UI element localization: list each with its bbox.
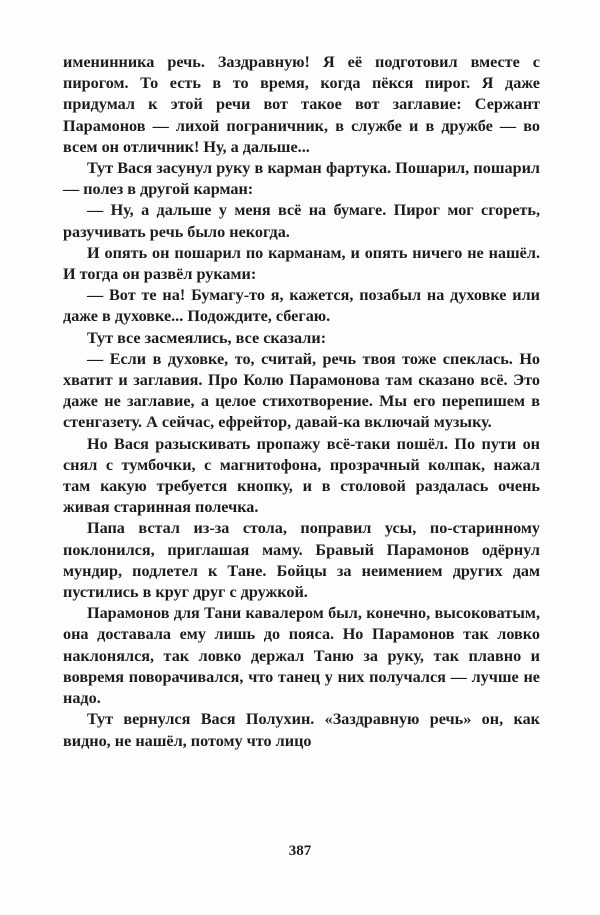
paragraph: — Ну, а дальше у меня всё на бумаге. Пирог мог сгореть, разучивать речь было некогда. [63,201,540,241]
paragraph: именинника речь. Заздравную! Я её подготовил вместе с пирогом. То есть в то время, когда пёкся пирог. Я даже придумал к этой речи вот такое вот заглавие: Сержант Парамонов — лихой пограничник, в службе и в дружбе — во всем он отличник! Ну, а дальше... [63,53,540,156]
paragraph: Парамонов для Тани кавалером был, конечно, высоковатым, она доставала ему лишь до пояса. Но Парамонов так ловко наклонялся, так ловко держал Таню за руку, так плавно и вовремя поворачивался, что танец у них получался — лучше не надо. [63,604,540,708]
paragraph: Но Вася разыскивать пропажу всё-таки пошёл. По пути он снял с тумбочки, с магнитофона, прозрачный колпак, нажал там какую требуется кнопку, и в столовой раздалась очень живая старинная полечка. [63,434,540,517]
paragraph: — Если в духовке, то, считай, речь твоя тоже спеклась. Но хватит и заглавия. Про Колю Парамонова там сказано всё. Это даже не заглавие, а целое стихотворение. Мы его перепишем в стенгазету. А сейчас, ефрейтор, давай-ка включай музыку. [63,349,540,432]
paragraph: Папа встал из-за стола, поправил усы, по-старинному поклонился, приглашая маму. Бравый Парамонов одёрнул мундир, подлетел к Тане. Бойцы за неимением других дам пустились в круг друг с дружкой. [63,519,540,602]
paragraph: — Вот те на! Бумагу-то я, кажется, позабыл на духовке или даже в духовке... Подождите, сбегаю. [63,286,540,326]
paragraph: И опять он пошарил по карманам, и опять ничего не нашёл. И тогда он развёл руками: [63,243,540,284]
paragraph: Тут вернулся Вася Полухин. «Заздравную речь» он, как видно, не нашёл, потому что лицо [63,710,540,750]
paragraph: Тут все засмеялись, все сказали: [87,328,327,347]
paragraph: Тут Вася засунул руку в карман фартука. Пошарил, пошарил — полез в другой карман: [63,159,540,199]
body-text [63,52,540,752]
page-number: 387 [288,843,312,859]
